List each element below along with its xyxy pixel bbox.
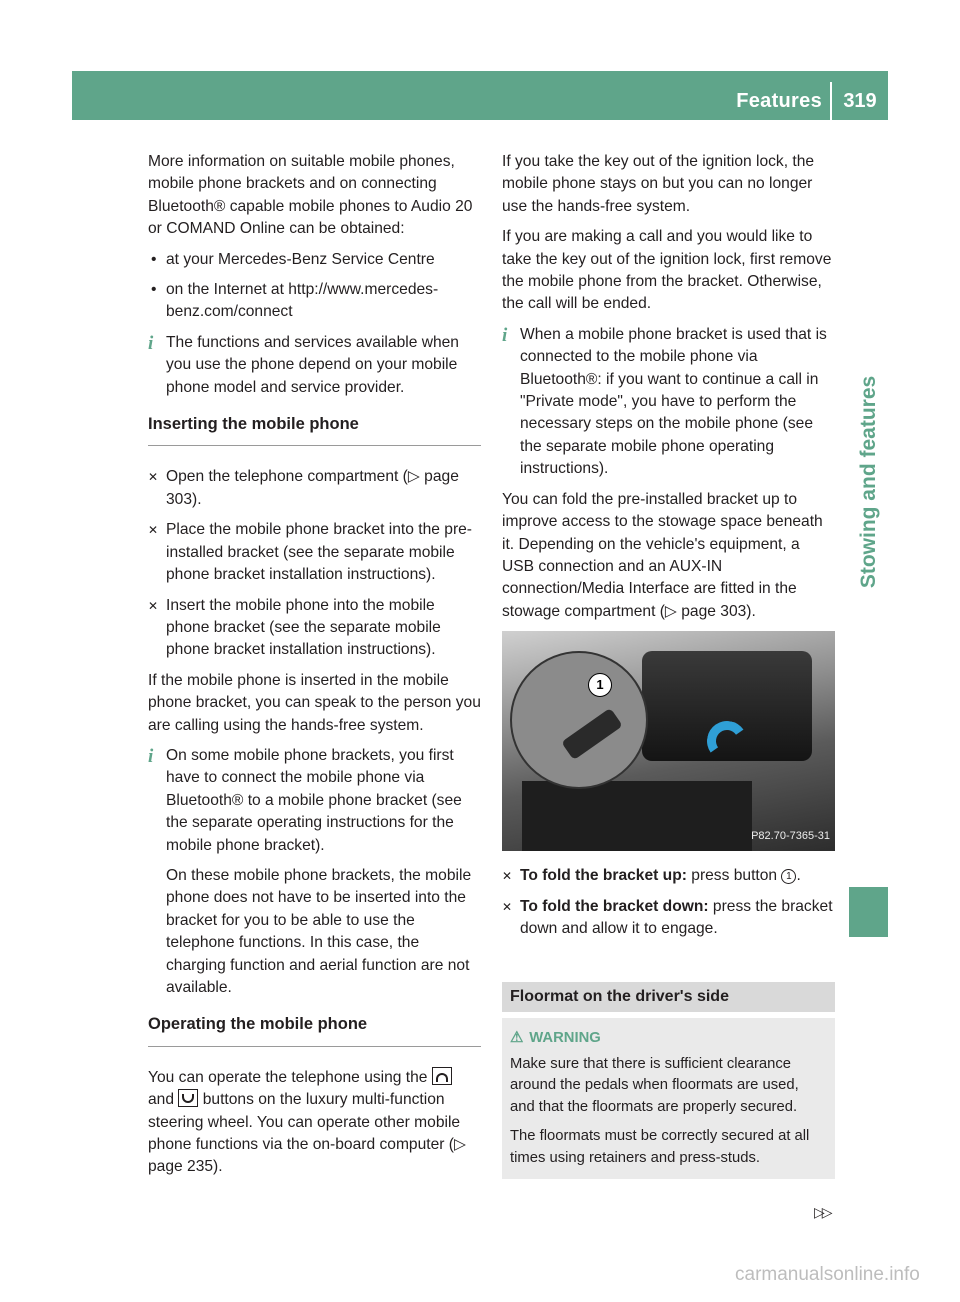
intro-paragraph: More information on suitable mobile phones, mobile phone brackets and on connecting Bluetooth® capable mobile phones to Audio 20 or COMAND Online can be obtained:	[148, 153, 473, 238]
step-item	[502, 865, 835, 887]
info-note	[502, 324, 835, 481]
stowage-tray	[522, 781, 752, 851]
warning-box	[502, 1018, 835, 1179]
paragraph: If the mobile phone is inserted in the mobile phone bracket, you can speak to the person you are calling using the hands-free system.	[148, 671, 481, 734]
paragraph: If you are making a call and you would like to take the key out of the ignition lock, first remove the mobile phone from the bracket. Otherwise, the call will be ended.	[502, 228, 832, 313]
step-text: Insert the mobile phone into the mobile phone bracket (see the separate mobile phone bracket installation instructions).	[166, 596, 441, 659]
paragraph: You can fold the pre-installed bracket up to improve access to the stowage space beneath it. Depending on the vehicle's equipment, a USB connection and an AUX-IN connection/Media Interface are fitted in the stowage compartment (▷ page 303).	[502, 490, 823, 620]
step-arrow-icon: ✕	[502, 899, 513, 914]
page-header	[72, 71, 888, 120]
warning-title	[510, 1028, 827, 1050]
info-icon: i	[148, 332, 154, 354]
chapter-tab[interactable]	[852, 330, 886, 634]
step-item	[148, 466, 481, 511]
warning-text: The floormats must be correctly secured at all times using retainers and press-studs.	[510, 1128, 810, 1166]
heading-inserting: Inserting the mobile phone	[148, 413, 481, 446]
release-button	[561, 708, 623, 760]
continue-arrows: ▷▷	[814, 1204, 830, 1220]
bullet-item: • at your Mercedes-Benz Service Centre	[148, 249, 481, 271]
warning-triangle-icon: ⚠	[510, 1030, 524, 1047]
callout-ref: 1	[781, 869, 796, 884]
info-icon: i	[148, 745, 154, 767]
operating-text-end: buttons on the luxury multi-function steering wheel. You can operate other mobile phone functions via the on-board computer (▷ page 235).	[148, 1091, 466, 1176]
step-end: .	[796, 867, 801, 885]
info-note	[148, 745, 481, 857]
warning-title-text: WARNING	[529, 1030, 601, 1047]
chapter-tab-label: Stowing and features	[856, 375, 880, 589]
watermark: carmanualsonline.info	[735, 1264, 920, 1285]
step-text: press button	[691, 867, 778, 885]
image-code: P82.70-7365-31	[751, 829, 830, 842]
info-note-text: The functions and services available when you use the phone depend on your mobile phone model and service provider.	[166, 333, 459, 396]
step-arrow-icon: ✕	[148, 523, 159, 538]
step-arrow-icon: ✕	[502, 869, 513, 884]
step-arrow-icon: ✕	[148, 470, 159, 485]
operating-text-and: and	[148, 1091, 175, 1109]
info-note-text: When a mobile phone bracket is used that is connected to the mobile phone via Bluetooth®: if you want to continue a call in "Private mode", you have to perform the necessary steps on the mobile phone (see the separate mobile phone operating instructions).	[520, 325, 827, 478]
section-title: Features	[736, 90, 822, 112]
step-text: Open the telephone compartment (▷ page 303).	[166, 468, 459, 508]
paragraph: If you take the key out of the ignition lock, the mobile phone stays on but you can no longer use the hands-free system.	[502, 153, 815, 215]
step-text: press the bracket down and allow it to engage.	[520, 897, 833, 937]
chapter-tab-marker	[849, 887, 888, 937]
step-item	[148, 519, 481, 586]
step-arrow-icon: ✕	[148, 598, 159, 613]
info-note-continued: On these mobile phone brackets, the mobile phone does not have to be inserted into the bracket for you to be able to use the telephone functions. In this case, the charging function and aerial function are not available.	[166, 866, 472, 996]
callout-1: 1	[588, 673, 612, 697]
bullet-item: • on the Internet at http://www.mercedes-benz.com/connect	[148, 279, 481, 324]
phone-end-icon	[178, 1089, 198, 1107]
info-note-text: On some mobile phone brackets, you first have to connect the mobile phone via Bluetooth® to a mobile phone bracket (see the separate operating instructions for the mobile phone bracket).	[166, 746, 462, 854]
phone-call-icon	[432, 1067, 452, 1085]
step-label: To fold the bracket up:	[520, 867, 687, 885]
floormat-heading: Floormat on the driver's side	[502, 982, 835, 1012]
detail-magnifier	[510, 651, 648, 789]
left-column	[148, 151, 481, 1187]
right-column	[502, 151, 835, 1179]
operating-text-start: You can operate the telephone using the	[148, 1068, 428, 1086]
page-number: 319	[843, 90, 877, 112]
step-label: To fold the bracket down:	[520, 897, 709, 915]
heading-operating: Operating the mobile phone	[148, 1013, 481, 1046]
bracket-photo	[502, 631, 835, 851]
step-text: Place the mobile phone bracket into the pre-installed bracket (see the separate mobile phone bracket installation instructions).	[166, 521, 472, 584]
info-icon: i	[502, 324, 508, 346]
step-item	[502, 896, 835, 941]
info-note	[148, 332, 481, 399]
warning-text: Make sure that there is sufficient clearance around the pedals when floormats are used, and that the floormats are properly secured.	[510, 1055, 799, 1115]
operating-paragraph	[148, 1067, 481, 1179]
step-item	[148, 595, 481, 662]
